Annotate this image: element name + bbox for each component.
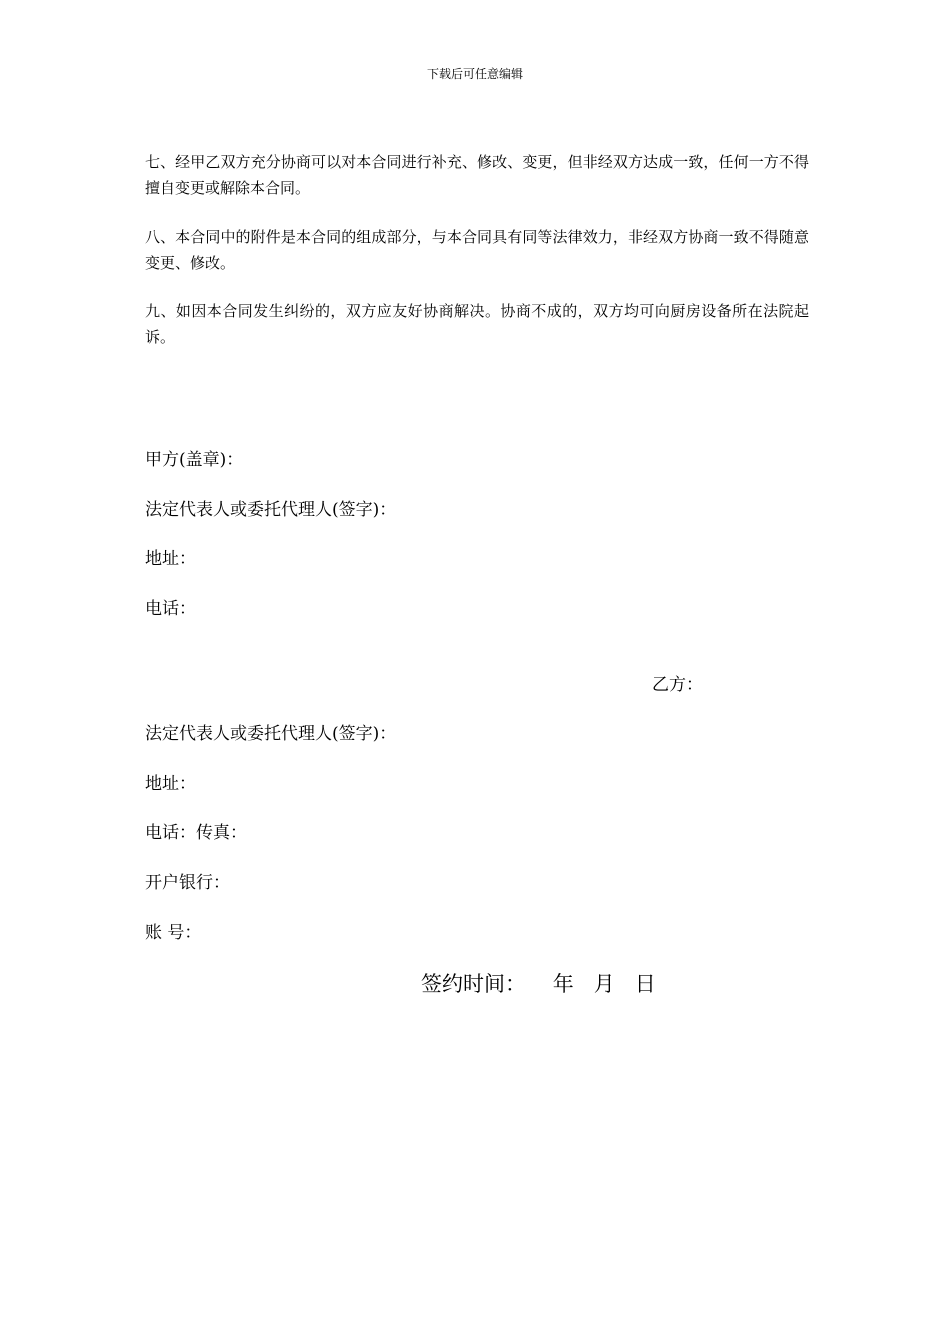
party-b-phone-fax-label: 电话：传真： [145, 823, 247, 843]
clause-9: 九、如因本合同发生纠纷的，双方应友好协商解决。协商不成的，双方均可向厨房设备所在法院起诉。 [145, 302, 809, 346]
party-b-representative-label: 法定代表人或委托代理人(签字)： [145, 724, 397, 744]
party-a-address-label: 地址： [145, 549, 196, 569]
party-a-seal-label: 甲方(盖章)： [145, 450, 244, 470]
page-header: 下载后可任意编辑 [426, 67, 523, 81]
party-b-address-label: 地址： [145, 774, 196, 794]
party-b-account-label: 账 号： [145, 923, 202, 943]
party-a-phone-label: 电话： [145, 599, 196, 619]
clause-8: 八、本合同中的附件是本合同的组成部分，与本合同具有同等法律效力，非经双方协商一致不得随意变更、修改。 [145, 228, 809, 272]
party-a-representative-label: 法定代表人或委托代理人(签字)： [145, 500, 397, 520]
signing-date-line: 签约时间： 年 月 日 [421, 972, 656, 996]
clause-7: 七、经甲乙双方充分协商可以对本合同进行补充、修改、变更，但非经双方达成一致，任何一方不得擅自变更或解除本合同。 [145, 153, 809, 197]
party-b-bank-label: 开户银行： [145, 873, 230, 893]
party-b-label: 乙方： [652, 675, 703, 695]
